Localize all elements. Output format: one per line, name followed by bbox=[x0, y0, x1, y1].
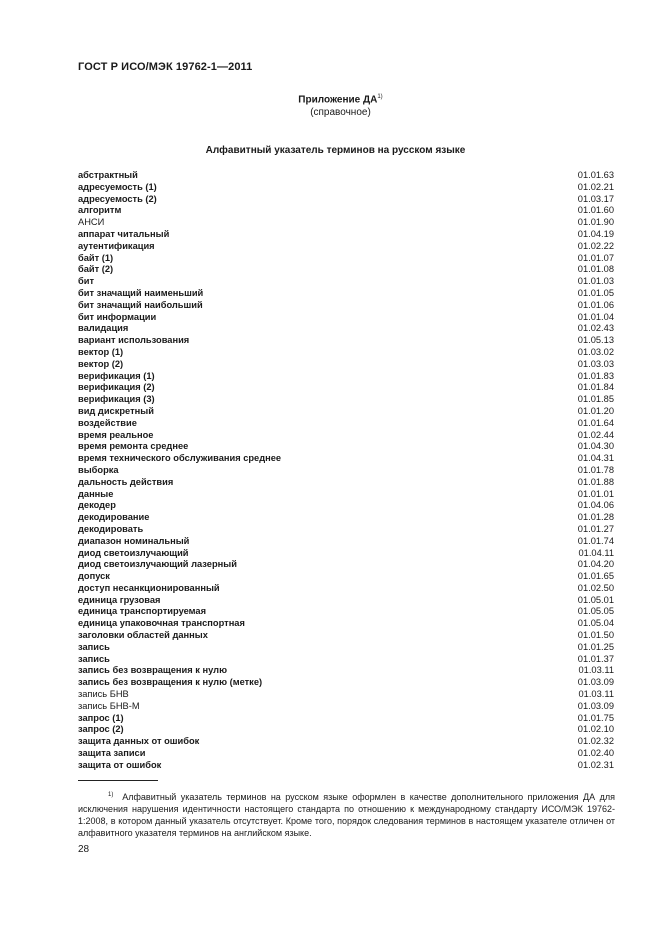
index-term: запись БНВ bbox=[78, 689, 129, 700]
index-term: вектор (1) bbox=[78, 346, 124, 357]
index-term: верификация (1) bbox=[78, 370, 155, 381]
page-number: 28 bbox=[78, 844, 90, 855]
index-term: адресуемость (1) bbox=[78, 181, 157, 192]
index-entry bbox=[78, 441, 614, 453]
index-entry bbox=[78, 748, 614, 760]
index-term: верификация (3) bbox=[78, 394, 155, 405]
index-code: 01.01.75 bbox=[577, 712, 614, 723]
index-code: 01.01.84 bbox=[577, 382, 614, 393]
index-entry bbox=[78, 618, 614, 630]
appendix-footnote-marker: 1) bbox=[377, 94, 383, 100]
index-entry bbox=[78, 606, 614, 618]
index-term: декодер bbox=[78, 500, 116, 511]
index-term: диод светоизлучающий лазерный bbox=[78, 559, 237, 570]
appendix-heading bbox=[0, 91, 661, 119]
index-code: 01.01.01 bbox=[577, 488, 614, 499]
index-term: верификация (2) bbox=[78, 382, 155, 393]
index-code: 01.02.31 bbox=[577, 759, 614, 770]
index-entry bbox=[78, 418, 614, 430]
index-code: 01.01.27 bbox=[577, 523, 614, 534]
index-term: бит значащий наибольший bbox=[78, 299, 203, 310]
index-entry bbox=[78, 229, 614, 241]
index-term: декодирование bbox=[78, 512, 150, 523]
index-term: дальность действия bbox=[78, 476, 174, 487]
index-entry bbox=[78, 430, 614, 442]
index-term: запись без возвращения к нулю (метке) bbox=[78, 677, 263, 688]
index-code: 01.03.17 bbox=[577, 193, 614, 204]
index-term: время ремонта среднее bbox=[78, 441, 189, 452]
index-code: 01.04.30 bbox=[577, 441, 614, 452]
index-entry bbox=[78, 406, 614, 418]
index-entry bbox=[78, 335, 614, 347]
index-term: аппарат читальный bbox=[78, 228, 170, 239]
index-code: 01.01.85 bbox=[577, 394, 614, 405]
index-code: 01.01.50 bbox=[577, 630, 614, 641]
index-entry bbox=[78, 453, 614, 465]
appendix-subtitle: (справочное) bbox=[310, 107, 371, 119]
index-entry bbox=[78, 524, 614, 536]
index-code: 01.04.31 bbox=[577, 453, 614, 464]
footnote-divider bbox=[78, 780, 158, 781]
appendix-title-line bbox=[0, 91, 661, 106]
index-code: 01.04.11 bbox=[578, 547, 614, 558]
index-code: 01.01.90 bbox=[577, 217, 614, 228]
index-code: 01.05.05 bbox=[577, 606, 614, 617]
index-entry bbox=[78, 465, 614, 477]
appendix-title: Приложение ДА bbox=[298, 94, 378, 106]
index-entry bbox=[78, 713, 614, 725]
index-term: аутентификация bbox=[78, 240, 155, 251]
index-code: 01.02.32 bbox=[577, 736, 614, 747]
index-entry bbox=[78, 536, 614, 548]
index-entry bbox=[78, 300, 614, 312]
index-code: 01.03.09 bbox=[577, 677, 614, 688]
index-code: 01.02.10 bbox=[577, 724, 614, 735]
index-term: запись БНВ-М bbox=[78, 700, 140, 711]
index-code: 01.03.03 bbox=[577, 358, 614, 369]
index-code: 01.01.78 bbox=[577, 464, 614, 475]
term-index bbox=[78, 170, 614, 772]
index-term: запрос (2) bbox=[78, 724, 124, 735]
footnote bbox=[78, 789, 615, 839]
index-term: диапазон номинальный bbox=[78, 535, 190, 546]
index-entry bbox=[78, 548, 614, 560]
index-term: запрос (1) bbox=[78, 712, 124, 723]
index-term: данные bbox=[78, 488, 114, 499]
index-code: 01.01.28 bbox=[577, 512, 614, 523]
index-term: единица упаковочная транспортная bbox=[78, 618, 245, 629]
index-code: 01.04.06 bbox=[577, 500, 614, 511]
index-code: 01.05.01 bbox=[577, 594, 614, 605]
index-term: адресуемость (2) bbox=[78, 193, 157, 204]
index-code: 01.05.04 bbox=[577, 618, 614, 629]
index-code: 01.03.02 bbox=[577, 346, 614, 357]
index-code: 01.01.08 bbox=[577, 264, 614, 275]
index-entry bbox=[78, 382, 614, 394]
index-term: запись bbox=[78, 653, 110, 664]
index-code: 01.02.50 bbox=[577, 582, 614, 593]
index-term: бит значащий наименьший bbox=[78, 287, 204, 298]
index-term: бит информации bbox=[78, 311, 157, 322]
index-term: запись без возвращения к нулю bbox=[78, 665, 228, 676]
index-code: 01.01.65 bbox=[577, 571, 614, 582]
index-term: защита от ошибок bbox=[78, 759, 162, 770]
index-code: 01.03.11 bbox=[578, 689, 614, 700]
index-term: вид дискретный bbox=[78, 405, 154, 416]
footnote-marker: 1) bbox=[108, 792, 114, 798]
index-entry bbox=[78, 654, 614, 666]
index-term: заголовки областей данных bbox=[78, 630, 208, 641]
section-title: Алфавитный указатель терминов на русском языке bbox=[205, 145, 466, 156]
index-entry bbox=[78, 170, 614, 182]
index-entry bbox=[78, 323, 614, 335]
index-entry bbox=[78, 736, 614, 748]
index-term: запись bbox=[78, 641, 110, 652]
index-entry bbox=[78, 760, 614, 772]
index-entry bbox=[78, 182, 614, 194]
index-term: защита данных от ошибок bbox=[78, 736, 200, 747]
index-code: 01.02.21 bbox=[577, 181, 614, 192]
index-term: выборка bbox=[78, 464, 119, 475]
index-term: абстрактный bbox=[78, 170, 138, 180]
index-entry bbox=[78, 701, 614, 713]
index-code: 01.01.25 bbox=[577, 641, 614, 652]
index-entry bbox=[78, 500, 614, 512]
index-entry bbox=[78, 724, 614, 736]
index-term: декодировать bbox=[78, 523, 144, 534]
index-code: 01.01.74 bbox=[577, 535, 614, 546]
index-code: 01.02.40 bbox=[577, 748, 614, 759]
index-term: единица транспортируемая bbox=[78, 606, 207, 617]
index-entry bbox=[78, 347, 614, 359]
index-entry bbox=[78, 371, 614, 383]
index-code: 01.01.64 bbox=[577, 417, 614, 428]
index-entry bbox=[78, 312, 614, 324]
index-code: 01.01.63 bbox=[577, 170, 614, 180]
index-entry bbox=[78, 571, 614, 583]
index-term: байт (2) bbox=[78, 264, 114, 275]
index-term: АНСИ bbox=[78, 217, 105, 228]
index-code: 01.01.20 bbox=[577, 405, 614, 416]
index-term: вектор (2) bbox=[78, 358, 124, 369]
index-term: время технического обслуживания среднее bbox=[78, 453, 282, 464]
index-code: 01.02.43 bbox=[577, 323, 614, 334]
index-code: 01.01.06 bbox=[577, 299, 614, 310]
footnote-text: Алфавитный указатель терминов на русском языке оформлен в качестве дополнительного приложения ДА для исключения нарушения идентичности настоящего стандарта по отношению к международному стандарту ИСО/МЭК 19762-1:2008, в котором данный указатель отсутствует. Кроме того, порядок следования терминов в настоящем указателе отличен от алфавитного указателя терминов на английском языке. bbox=[78, 792, 615, 838]
index-code: 01.04.19 bbox=[577, 228, 614, 239]
index-code: 01.03.11 bbox=[578, 665, 614, 676]
index-term: защита записи bbox=[78, 748, 146, 759]
index-code: 01.03.09 bbox=[577, 700, 614, 711]
index-entry bbox=[78, 489, 614, 501]
index-term: алгоритм bbox=[78, 205, 122, 216]
index-term: воздействие bbox=[78, 417, 137, 428]
index-term: вариант использования bbox=[78, 335, 190, 346]
index-term: диод светоизлучающий bbox=[78, 547, 189, 558]
index-term: единица грузовая bbox=[78, 594, 161, 605]
index-entry bbox=[78, 642, 614, 654]
index-code: 01.01.04 bbox=[577, 311, 614, 322]
index-entry bbox=[78, 217, 614, 229]
index-code: 01.02.44 bbox=[577, 429, 614, 440]
index-code: 01.01.88 bbox=[577, 476, 614, 487]
index-entry bbox=[78, 205, 614, 217]
index-entry bbox=[78, 559, 614, 571]
index-code: 01.01.03 bbox=[577, 276, 614, 287]
index-entry bbox=[78, 253, 614, 265]
index-code: 01.01.60 bbox=[577, 205, 614, 216]
document-header: ГОСТ Р ИСО/МЭК 19762-1—2011 bbox=[78, 61, 253, 73]
index-term: байт (1) bbox=[78, 252, 114, 263]
index-entry bbox=[78, 677, 614, 689]
index-entry bbox=[78, 359, 614, 371]
index-term: допуск bbox=[78, 571, 110, 582]
index-entry bbox=[78, 264, 614, 276]
index-code: 01.01.07 bbox=[577, 252, 614, 263]
index-code: 01.01.83 bbox=[577, 370, 614, 381]
index-entry bbox=[78, 665, 614, 677]
index-entry bbox=[78, 194, 614, 206]
index-entry bbox=[78, 630, 614, 642]
index-entry bbox=[78, 288, 614, 300]
index-entry bbox=[78, 512, 614, 524]
index-code: 01.01.37 bbox=[577, 653, 614, 664]
index-term: бит bbox=[78, 276, 95, 287]
index-code: 01.05.13 bbox=[577, 335, 614, 346]
index-entry bbox=[78, 583, 614, 595]
index-code: 01.02.22 bbox=[577, 240, 614, 251]
index-entry bbox=[78, 477, 614, 489]
index-entry bbox=[78, 689, 614, 701]
index-code: 01.04.20 bbox=[577, 559, 614, 570]
index-entry bbox=[78, 595, 614, 607]
index-entry bbox=[78, 394, 614, 406]
index-term: валидация bbox=[78, 323, 129, 334]
index-code: 01.01.05 bbox=[577, 287, 614, 298]
index-term: время реальное bbox=[78, 429, 154, 440]
index-entry bbox=[78, 241, 614, 253]
index-term: доступ несанкционированный bbox=[78, 582, 220, 593]
index-entry bbox=[78, 276, 614, 288]
